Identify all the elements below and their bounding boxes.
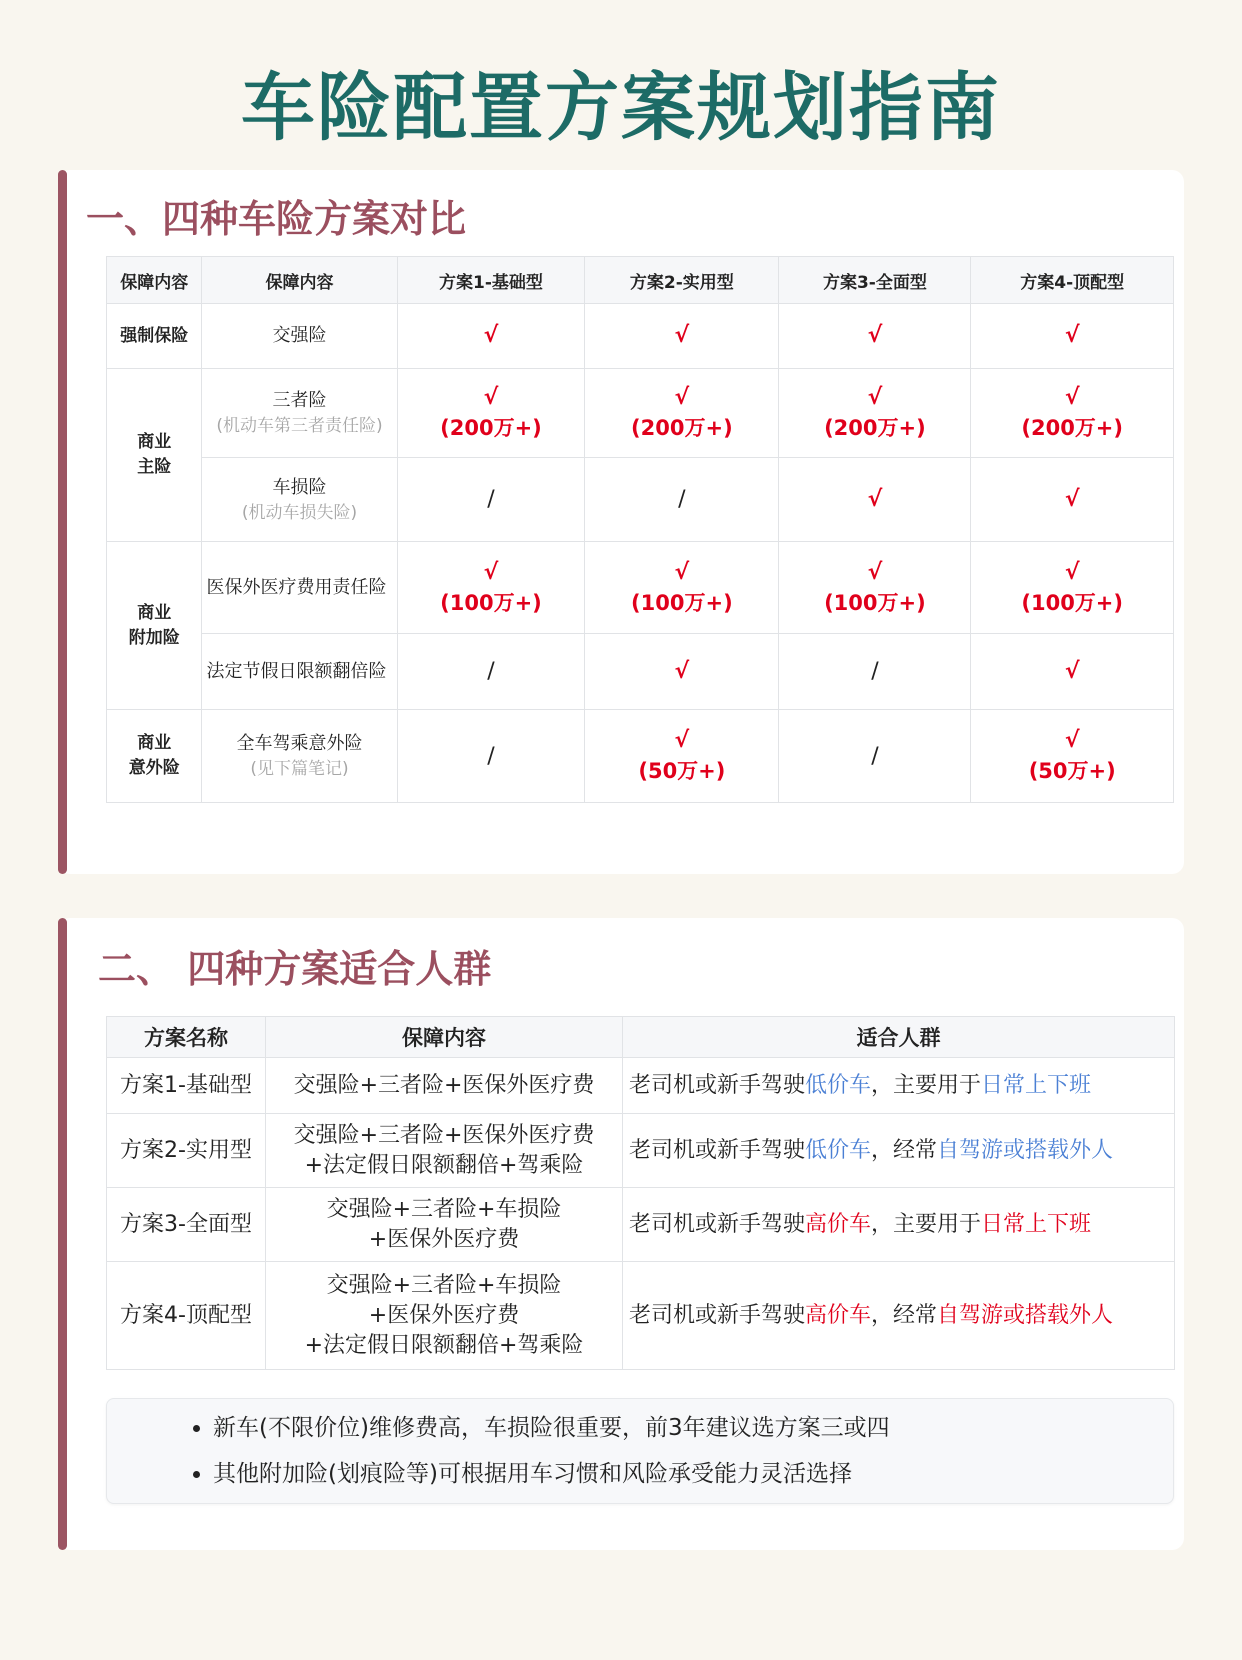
check-mark: √ — [1064, 486, 1080, 512]
content-line: +医保外医疗费 — [368, 1302, 520, 1328]
check-mark: √ — [674, 728, 690, 753]
item-subtitle: (见下篇笔记) — [250, 759, 349, 779]
notes-list — [107, 1399, 1173, 1497]
check-mark: √ — [1064, 323, 1080, 348]
car-price-highlight: 低价车 — [805, 1137, 872, 1163]
plan-content-cell — [266, 1188, 623, 1262]
table-row — [107, 1188, 1175, 1262]
coverage-amount: (100万+) — [824, 590, 926, 615]
car-price-highlight: 低价车 — [805, 1072, 872, 1098]
plan-cell — [971, 304, 1174, 369]
check-mark: √ — [1064, 559, 1080, 585]
check-mark: √ — [674, 658, 690, 684]
car-price-highlight: 高价车 — [805, 1211, 872, 1237]
not-included-mark: / — [678, 487, 686, 512]
plan-cell — [779, 634, 971, 710]
section-title-audience: 二、 四种方案适合人群 — [98, 947, 492, 991]
coverage-amount: (100万+) — [631, 590, 733, 615]
plan-cell — [585, 304, 779, 369]
category-label: 意外险 — [128, 758, 180, 778]
table-row — [107, 1058, 1175, 1114]
item-label: 全车驾乘意外险 — [236, 733, 363, 754]
header-cell: 保障内容 — [266, 1017, 623, 1058]
check-mark: √ — [483, 559, 499, 585]
crowd-cell — [623, 1114, 1175, 1188]
content-line: 交强险+三者险+医保外医疗费 — [293, 1122, 595, 1148]
comparison-table — [106, 256, 1174, 803]
coverage-amount: (50万+) — [1028, 759, 1116, 783]
content-line: 交强险+三者险+医保外医疗费 — [293, 1072, 595, 1098]
crowd-text: ，主要用于 — [871, 1072, 982, 1098]
header-cell: 方案名称 — [107, 1017, 266, 1058]
table-row — [107, 1114, 1175, 1188]
usage-highlight: 自驾游或搭载外人 — [937, 1302, 1114, 1328]
item-label: 三者险 — [272, 390, 327, 411]
category-label: 主险 — [137, 457, 172, 477]
crowd-text: 老司机或新手驾驶 — [629, 1302, 806, 1328]
table-row — [107, 369, 1174, 458]
accent-bar — [58, 170, 67, 874]
note-item: • 新车(不限价位)维修费高，车损险很重要，前3年建议选方案三或四 — [213, 1405, 1173, 1451]
plan-cell — [779, 542, 971, 634]
content-line: 交强险+三者险+车损险 — [326, 1196, 562, 1222]
accent-bar — [58, 918, 67, 1550]
header-cell: 方案2-实用型 — [585, 257, 779, 304]
content-line: +医保外医疗费 — [368, 1226, 520, 1252]
category-label: 商业 — [137, 602, 172, 623]
table-row — [107, 458, 1174, 542]
plan-cell — [971, 458, 1174, 542]
not-included-mark: / — [487, 743, 495, 769]
coverage-amount: (100万+) — [440, 590, 542, 615]
plan-cell — [585, 369, 779, 458]
car-price-highlight: 高价车 — [805, 1302, 872, 1328]
crowd-text: ，主要用于 — [871, 1211, 982, 1237]
item-cell — [202, 458, 397, 542]
plan-cell — [585, 710, 779, 803]
page-title: 车险配置方案规划指南 — [241, 65, 1001, 151]
check-mark: √ — [1064, 658, 1080, 684]
category-label: 商业 — [137, 733, 172, 753]
category-cell — [107, 710, 202, 803]
content-line: 交强险+三者险+车损险 — [326, 1272, 562, 1298]
coverage-amount: (200万+) — [440, 416, 542, 440]
table-row — [107, 634, 1174, 710]
not-included-mark: / — [871, 743, 879, 769]
plan-cell — [971, 634, 1174, 710]
check-mark: √ — [867, 559, 883, 585]
plan-name-cell: 方案1-基础型 — [107, 1058, 266, 1114]
comparison-card — [58, 170, 1184, 874]
plan-content-cell — [266, 1262, 623, 1370]
table-header-row — [107, 1017, 1175, 1058]
plan-cell — [397, 634, 585, 710]
item-cell — [202, 304, 397, 369]
item-cell — [202, 634, 397, 710]
category-cell — [107, 542, 202, 710]
plan-name-cell: 方案4-顶配型 — [107, 1262, 266, 1370]
coverage-amount: (200万+) — [631, 416, 733, 440]
content-line: +法定假日限额翻倍+驾乘险 — [304, 1152, 584, 1178]
header-cell: 保障内容 — [107, 257, 202, 304]
check-mark: √ — [867, 323, 883, 348]
coverage-amount: (100万+) — [1021, 590, 1124, 615]
plan-cell — [779, 458, 971, 542]
usage-highlight: 日常上下班 — [981, 1211, 1092, 1237]
crowd-text: 老司机或新手驾驶 — [629, 1211, 806, 1237]
item-subtitle: (机动车第三者责任险) — [216, 416, 383, 436]
item-label: 医保外医疗费用责任险 — [206, 576, 387, 598]
not-included-mark: / — [871, 659, 879, 684]
header-cell: 适合人群 — [623, 1017, 1175, 1058]
check-mark: √ — [867, 385, 883, 410]
note-item: • 其他附加险(划痕险等)可根据用车习惯和风险承受能力灵活选择 — [213, 1451, 1173, 1497]
crowd-cell — [623, 1058, 1175, 1114]
plan-cell — [779, 710, 971, 803]
crowd-cell — [623, 1262, 1175, 1370]
plan-content-cell — [266, 1114, 623, 1188]
plan-cell — [971, 542, 1174, 634]
check-mark: √ — [674, 385, 690, 410]
item-cell — [202, 369, 397, 458]
item-cell — [202, 542, 397, 634]
coverage-amount: (50万+) — [638, 759, 726, 783]
header-cell: 方案4-顶配型 — [971, 257, 1174, 304]
item-cell — [202, 710, 397, 803]
plan-cell — [585, 458, 779, 542]
table-header-row — [107, 257, 1174, 304]
crowd-text: 老司机或新手驾驶 — [629, 1072, 806, 1098]
item-label: 车损险 — [272, 476, 327, 498]
plan-content-cell — [266, 1058, 623, 1114]
check-mark: √ — [1064, 385, 1080, 410]
usage-highlight: 日常上下班 — [981, 1072, 1092, 1098]
crowd-text: ，经常 — [871, 1302, 938, 1328]
not-included-mark: / — [487, 487, 495, 512]
section-title-comparison: 一、四种车险方案对比 — [86, 197, 467, 241]
audience-table — [106, 1016, 1175, 1370]
coverage-amount: (200万+) — [824, 416, 926, 440]
plan-cell — [397, 710, 585, 803]
table-row — [107, 1262, 1175, 1370]
category-cell: 强制保险 — [107, 304, 202, 369]
usage-highlight: 自驾游或搭载外人 — [937, 1137, 1114, 1163]
check-mark: √ — [674, 559, 690, 585]
crowd-text: 老司机或新手驾驶 — [629, 1137, 806, 1163]
check-mark: √ — [674, 323, 690, 348]
item-label: 法定节假日限额翻倍险 — [206, 660, 387, 682]
table-row — [107, 304, 1174, 369]
plan-name-cell: 方案2-实用型 — [107, 1114, 266, 1188]
plan-cell — [397, 369, 585, 458]
plan-cell — [971, 369, 1174, 458]
item-subtitle: (机动车损失险) — [241, 502, 358, 523]
category-label: 附加险 — [128, 627, 180, 648]
check-mark: √ — [867, 486, 883, 512]
category-cell — [107, 369, 202, 542]
plan-cell — [585, 634, 779, 710]
plan-cell — [971, 710, 1174, 803]
check-mark: √ — [1064, 728, 1080, 753]
audience-card — [58, 918, 1184, 1550]
plan-cell — [397, 542, 585, 634]
content-line: +法定假日限额翻倍+驾乘险 — [304, 1332, 584, 1358]
plan-cell — [585, 542, 779, 634]
header-cell: 方案3-全面型 — [779, 257, 971, 304]
plan-cell — [397, 458, 585, 542]
check-mark: √ — [483, 385, 499, 410]
coverage-amount: (200万+) — [1021, 416, 1124, 440]
table-row — [107, 710, 1174, 803]
header-cell: 方案1-基础型 — [397, 257, 585, 304]
crowd-text: ，经常 — [871, 1137, 938, 1163]
category-label: 商业 — [137, 432, 172, 452]
plan-cell — [397, 304, 585, 369]
header-cell: 保障内容 — [202, 257, 397, 304]
crowd-cell — [623, 1188, 1175, 1262]
notes-box — [106, 1398, 1174, 1504]
plan-cell — [779, 304, 971, 369]
item-label: 交强险 — [272, 325, 327, 346]
check-mark: √ — [483, 323, 499, 348]
table-row — [107, 542, 1174, 634]
plan-name-cell: 方案3-全面型 — [107, 1188, 266, 1262]
not-included-mark: / — [487, 659, 495, 684]
plan-cell — [779, 369, 971, 458]
